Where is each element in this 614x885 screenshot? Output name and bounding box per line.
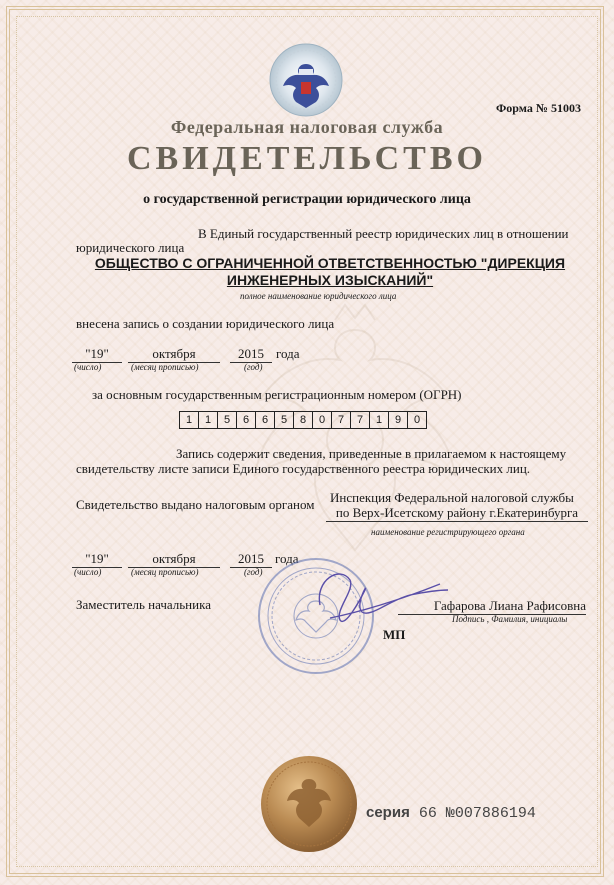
signatory-caption: Подпись , Фамилия, инициалы [452,614,568,624]
form-number: Форма № 51003 [496,101,581,115]
issue-month: октября [128,551,220,568]
entry-month: октября [128,346,220,363]
series-serial: №007886194 [445,805,536,822]
gold-seal-icon [260,755,358,853]
ogrn-digit: 9 [389,412,408,428]
ogrn-digit: 5 [275,412,294,428]
ogrn-label: за основным государственным регистрационным номером (ОГРН) [92,387,462,402]
ogrn-digit: 7 [351,412,370,428]
ogrn-digit: 6 [256,412,275,428]
ogrn-digit: 1 [180,412,199,428]
ogrn-digit: 1 [199,412,218,428]
entry-text: внесена запись о создании юридического лица [76,316,335,331]
organization-name: ОБЩЕСТВО С ОГРАНИЧЕННОЙ ОТВЕТСТВЕННОСТЬЮ "ДИРЕКЦИЯ ИНЖЕНЕРНЫХ ИЗЫСКАНИЙ" [94,255,566,288]
ogrn-digit: 7 [332,412,351,428]
issue-day: "19" [72,551,122,568]
issue-month-caption: (месяц прописью) [131,567,199,577]
ogrn-digit: 1 [370,412,389,428]
entry-month-caption: (месяц прописью) [131,362,199,372]
entry-year-caption: (год) [244,362,263,372]
issuer-caption: наименование регистрирующего органа [371,527,525,537]
notes-line2: свидетельству листе записи Единого государственного реестра юридических лиц. [76,461,531,476]
entry-year-suffix: года [276,346,300,361]
notes-line1: Запись содержит сведения, приведенные в прилагаемом к настоящему [176,446,567,461]
document-title: СВИДЕТЕЛЬСТВО [127,140,487,177]
series-label: серия [366,804,410,821]
signatory-name: Гафарова Лиана Рафисовна [398,598,586,615]
ogrn-digit: 0 [313,412,332,428]
mp-mark: МП [383,627,406,642]
issuer-name-line1: Инспекция Федеральной налоговой службы [330,490,574,505]
entry-day-caption: (число) [74,362,102,372]
ogrn-digit: 8 [294,412,313,428]
document-subtitle: о государственной регистрации юридического лица [143,192,471,207]
issue-day-caption: (число) [74,567,102,577]
registry-intro-line2: юридического лица [76,240,185,255]
ogrn-digit: 5 [218,412,237,428]
ogrn-number [179,411,427,429]
signatory-position: Заместитель начальника [76,597,211,612]
series-region: 66 [418,805,437,822]
entry-day: "19" [72,346,122,363]
series-number [366,804,536,822]
issue-year-caption: (год) [244,567,263,577]
issue-year-suffix: года [275,551,299,566]
entry-year: 2015 [230,346,272,363]
service-name: Федеральная налоговая служба [170,117,444,137]
tax-service-emblem-icon [268,42,344,118]
org-name-caption: полное наименование юридического лица [240,291,397,301]
issue-year: 2015 [230,551,272,568]
ogrn-digit: 6 [237,412,256,428]
ogrn-digit: 0 [413,414,421,426]
issuer-name-line2: по Верх-Исетскому району г.Екатеринбурга [326,505,588,522]
issuer-label: Свидетельство выдано налоговым органом [76,497,315,512]
registry-intro-line1: В Единый государственный реестр юридических лиц в отношении [198,226,569,241]
